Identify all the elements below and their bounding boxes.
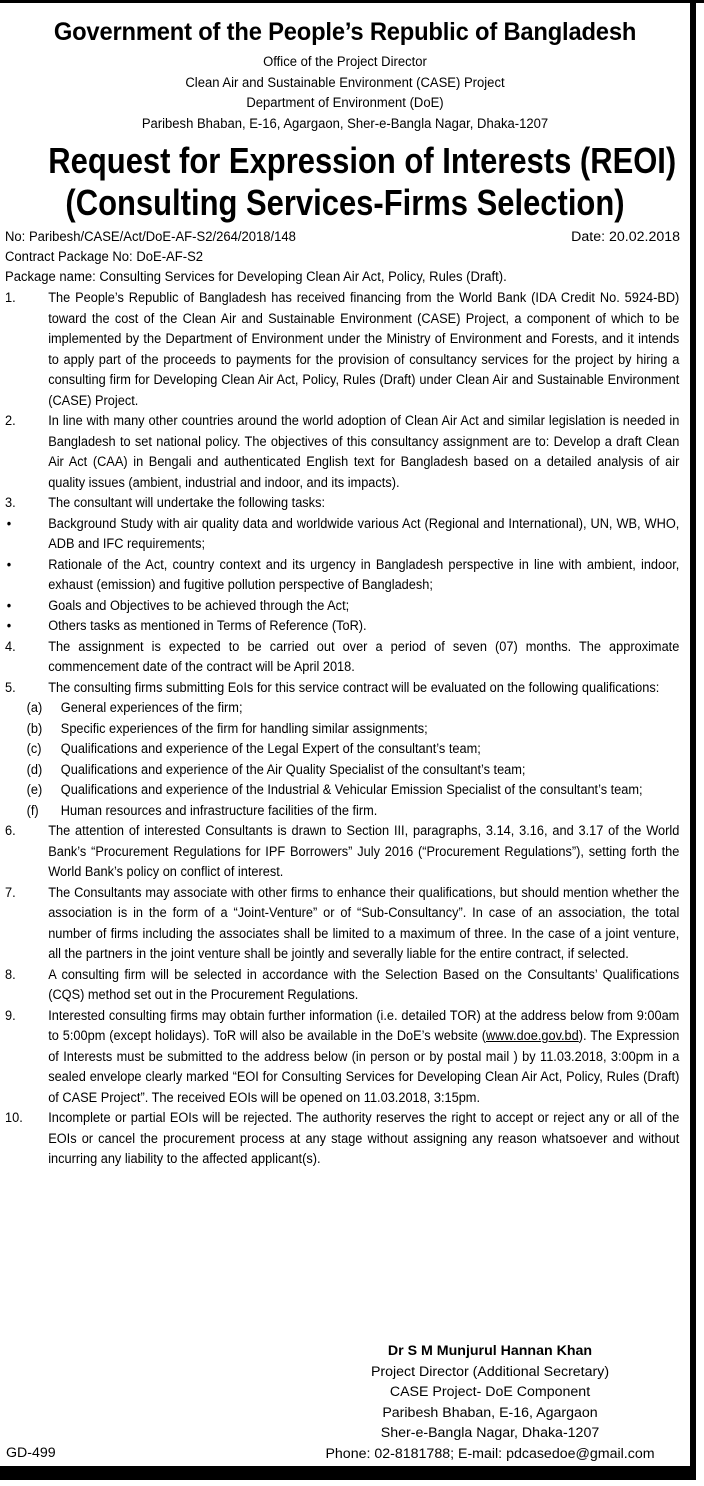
office-line: Department of Environment (DoE) [246,95,444,111]
qualification-text: Qualifications and experience of the Air Quality Specialist of the consultant’s team; [60,761,526,778]
clause-3 [5,493,679,514]
clause-number: 6. [5,823,16,839]
qualification-item [5,780,679,801]
clause-number: 2. [5,413,16,429]
qualification-label: (a) [26,700,43,716]
office-line: Paribesh Bhaban, E-16, Agargaon, Sher-e-Bangla Nagar, Dhaka-1207 [141,115,549,132]
signatory-line: Project Director (Additional Secretary) [370,1363,610,1380]
clause-10 [5,1108,679,1170]
reoi-title-line-2: (Consulting Services-Firms Selection) [65,182,625,223]
qualification-text: General experiences of the firm; [60,700,243,716]
clauses-inner [5,288,679,1170]
bullet-icon: • [6,515,12,532]
task-bullet [5,555,679,596]
task-text: Goals and Objectives to be achieved through the Act; [48,597,350,614]
qualification-text: Qualifications and experience of the Legal Expert of the consultant’s team; [60,741,481,757]
clause-2 [5,411,679,493]
clause-number: 4. [5,638,16,655]
qualification-label: (b) [26,720,43,737]
clause-text-part-1: Interested consulting firms may obtain further information (i.e. detailed TOR) at the address below from 9:00am to 5:00pm (except holidays). ToR will also be available in the DoE’s website ( [48,1007,680,1044]
government-title: Government of the People’s Republic of Bangladesh [53,18,637,46]
doe-website-link[interactable]: www.doe.gov.bd [486,1028,579,1044]
signature-block [300,1341,680,1464]
contract-package-row [5,247,680,267]
task-bullet [5,596,679,617]
gd-code: GD-499 [6,1445,56,1461]
clause-number: 9. [5,1007,16,1024]
qualification-item [5,719,679,740]
clause-number: 8. [5,966,16,983]
signatory-line: Paribesh Bhaban, E-16, Agargaon [382,1404,598,1421]
qualification-item [5,698,679,719]
package-name-row [5,267,680,287]
task-bullet [5,514,679,555]
package-name: Package name: Consulting Services for Developing Clean Air Act, Policy, Rules (Draft). [5,269,507,285]
reoi-title [48,140,677,224]
task-text: Others tasks as mentioned in Terms of Reference (ToR). [48,618,367,634]
clause-1 [5,288,679,411]
signatory-line: CASE Project- DoE Component [389,1384,591,1400]
clause-4 [5,637,679,678]
reoi-title-line-1: Request for Expression of Interests (REOI) [48,140,677,181]
bullet-icon: • [6,556,12,573]
clause-5 [5,678,679,699]
clause-number: 10. [5,1110,23,1126]
signatory-line: Sher-e-Bangla Nagar, Dhaka-1207 [380,1425,600,1441]
clause-text: The assignment is expected to be carried out over a period of seven (07) months. The approximate commencement date of the contract will be April 2018. [48,638,680,675]
bullet-icon: • [6,618,12,634]
clause-text: The attention of interested Consultants is drawn to Section III, paragraphs, 3.14, 3.16, and 3.17 of the World Bank’s “Procurement Regulations for IPF Borrowers” July 2016 (“Procurement Regulations”), setting forth the World Bank’s policy on conflict of interest. [48,823,680,880]
clause-text: The People’s Republic of Bangladesh has received financing from the World Bank (IDA Credit No. 5924-BD) toward the cost of the Clean Air and Sustainable Environment (CASE) Project, a component of which to be implemented by the Department of Environment under the Ministry of Environment and Forests, and it intends to apply part of the proceeds to payments for the provision of consultancy services for the project by hiring a consulting firm for Developing Clean Air Act, Policy, Rules (Draft) under Clean Air and Sustainable Environment (CASE) Project. [48,290,680,409]
clause-8 [5,965,679,1006]
qualification-label: (e) [26,782,43,798]
qualification-text: Qualifications and experience of the Industrial & Vehicular Emission Specialist of the consultant’s team; [60,782,643,798]
qualification-text: Human resources and infrastructure facilities of the firm. [60,802,378,819]
qualification-label: (f) [26,802,39,819]
qualification-label: (c) [26,741,42,757]
qualification-item [5,760,679,781]
clause-7 [5,883,679,965]
clause-6 [5,821,679,883]
signatory-name: Dr S M Munjurul Hannan Khan [387,1343,593,1359]
clause-number: 3. [5,495,16,511]
clause-number: 1. [5,290,16,306]
task-bullet [5,616,679,637]
reference-row [5,227,680,247]
task-text: Rationale of the Act, country context and its urgency in Bangladesh perspective in line with ambient, indoor, exhaust (emission) and fugitive pollution perspective of Bangladesh; [48,556,680,593]
notice-date: Date: 20.02.2018 [571,229,680,245]
office-line: Office of the Project Director [263,54,427,70]
contract-package: Contract Package No: DoE-AF-S2 [5,249,204,265]
clause-text: The consulting firms submitting EoIs for this service contract will be evaluated on the following qualifications: [48,679,660,696]
qualification-item [5,739,679,760]
clause-text: A consulting firm will be selected in accordance with the Selection Based on the Consultants’ Qualifications (CQS) method set out in the Procurement Regulations. [48,966,680,1003]
qualification-text: Specific experiences of the firm for handling similar assignments; [60,720,428,737]
clause-number: 7. [5,884,16,901]
clause-text: In line with many other countries around the world adoption of Clean Air Act and similar legislation is needed in Bangladesh to set national policy. The objectives of this consultancy assignment are to: Develop a draft Clean Air Act (CAA) in Bengali and authenticated English text for Bangladesh based on a detailed analysis of air quality issues (ambient, industrial and indoor, and its impacts). [48,413,680,491]
qualification-label: (d) [26,761,43,778]
clause-9 [5,1006,679,1109]
office-block [28,52,663,134]
signatory-contact: Phone: 02-8181788; E-mail: pdcasedoe@gmail.com [325,1445,655,1462]
clauses [5,288,680,1170]
office-line: Clean Air and Sustainable Environment (CASE) Project [185,74,505,91]
qualification-item [5,801,679,822]
clause-text: The consultant will undertake the following tasks: [48,495,326,511]
reference-number: No: Paribesh/CASE/Act/DoE-AF-S2/264/2018/148 [5,229,296,245]
task-text: Background Study with air quality data and worldwide various Act (Regional and International), UN, WB, WHO, ADB and IFC requirements; [48,515,680,552]
bullet-icon: • [6,597,12,614]
clause-text-part-2: ). The Expression of Interests must be submitted to the address below (in person or by postal mail ) by 11.03.2018, 3:00pm in a sealed envelope clearly marked “EOI for Consulting Services for Developing Clean Air Act, Policy, Rules (Draft) of CASE Project”. The received EOIs will be opened on 11.03.2018, 3:15pm. [48,1028,680,1106]
clause-text: Incomplete or partial EOIs will be rejected. The authority reserves the right to accept or reject any or all of the EOIs or cancel the procurement process at any stage without assigning any reason whatsoever and without incurring any liability to the affected applicant(s). [48,1110,680,1167]
clause-text: The Consultants may associate with other firms to enhance their qualifications, but should mention whether the association is in the form of a “Joint-Venture” or of “Sub-Consultancy”. In case of an association, the total number of firms including the associates shall be limited to a maximum of three. In the case of a joint venture, all the partners in the joint venture shall be jointly and severally liable for the entire contract, if selected. [48,884,680,962]
clause-number: 5. [5,679,16,696]
